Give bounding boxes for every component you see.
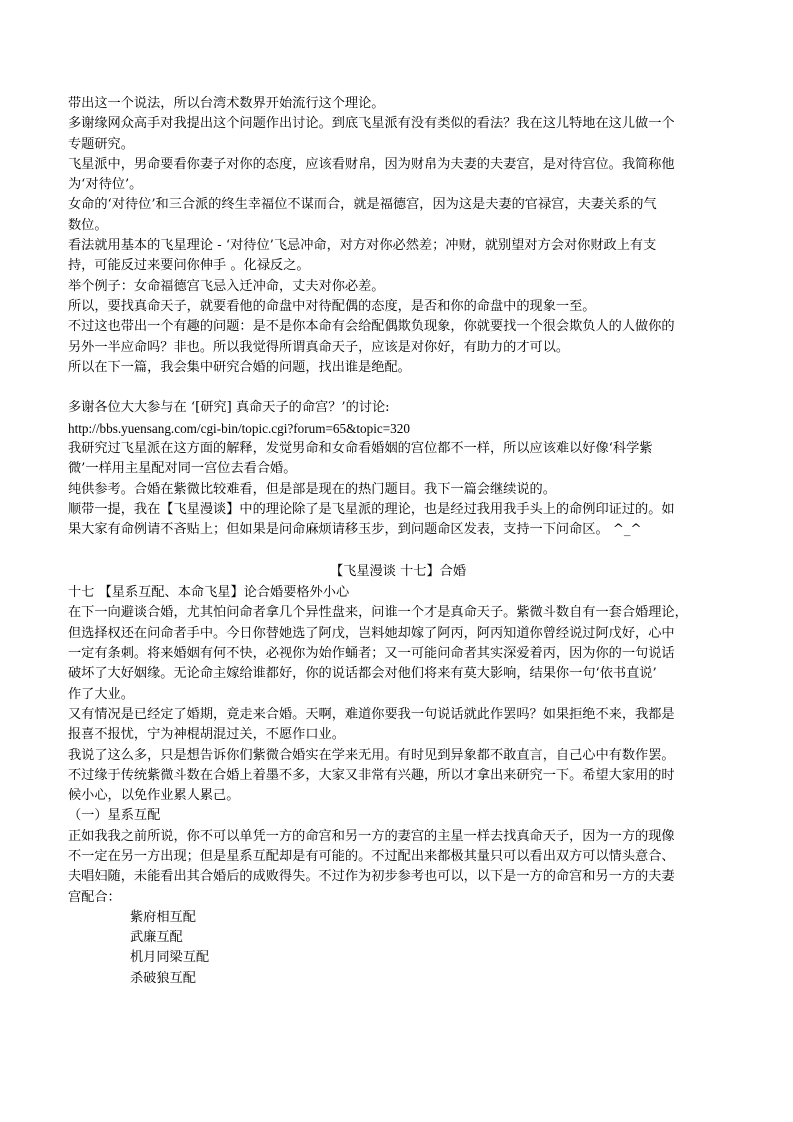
paragraph-line: 作了大业。 xyxy=(68,686,134,702)
forum-link[interactable]: http://bbs.yuensang.com/cgi-bin/topic.cgi?forum=65&topic=320 xyxy=(68,420,410,436)
section-1 xyxy=(68,94,728,378)
paragraph-line: 宫配合： xyxy=(68,889,121,905)
paragraph-line: 又有情况是已经定了婚期，竟走来合婚。天啊，难道你要我一句说话就此作罢吗？如果拒绝不来，我都是 xyxy=(68,706,675,722)
paragraph-line: 不一定在另一方出现；但是星系互配却是有可能的。不过配出来都极其量只可以看出双方可以情头意合、 xyxy=(68,848,675,864)
document-page xyxy=(68,94,728,989)
list-item: 武廉互配 xyxy=(130,930,183,946)
paragraph-line: 纯供参考。合婚在紫微比较难看，但是部是现在的热门题目。我下一篇会继续说的。 xyxy=(68,481,556,497)
blank-line xyxy=(68,378,728,398)
list-item: 紫府相互配 xyxy=(130,909,196,925)
paragraph-line: 我说了这么多，只是想告诉你们紫微合婚实在学来无用。有时见到异象都不敢直言，自己心中有数作罢。 xyxy=(68,747,675,763)
paragraph-line: 另外一半应命吗？非也。所以我觉得所谓真命天子，应该是对你好，有助力的才可以。 xyxy=(68,339,570,355)
paragraph-line: 一定有条刺。将来婚姻有何不快，必视你为始作蛹者；又一可能问命者其实深爱着丙，因为你的一句说话 xyxy=(68,646,675,662)
paragraph-line: 数位。 xyxy=(68,217,108,233)
paragraph-line: 不过缘于传统紫微斗数在合婚上着墨不多，大家又非常有兴趣，所以才拿出来研究一下。希望大家用的时 xyxy=(68,767,675,783)
section-2 xyxy=(68,398,728,540)
paragraph-line: 在下一向避谈合婚，尤其怕问命者拿几个异性盘来，问谁一个才是真命天子。紫微斗数自有一套合婚理论， xyxy=(68,605,688,621)
subheading: 十七 【星系互配、本命飞星】论合婚要格外小心 xyxy=(68,585,350,601)
paragraph-line: 看法就用基本的飞星理论 - ‘对待位’飞忌冲命，对方对你必然差；冲财，就别望对方会对你财政上有支 xyxy=(68,238,657,254)
paragraph-line: 我研究过飞星派在这方面的解释，发觉男命和女命看婚姻的宫位都不一样，所以应该难以好像‘科学紫 xyxy=(68,441,653,457)
paragraph-line: 果大家有命例请不吝贴上；但如果是问命麻烦请移玉步，到问题命区发表，支持一下问命区。 ^_^ xyxy=(68,522,642,538)
paragraph-line: 专题研究。 xyxy=(68,136,134,152)
paragraph-line: 正如我我之前所说，你不可以单凭一方的命宫和另一方的妻宫的主星一样去找真命天子，因为一方的现像 xyxy=(68,828,675,844)
blank-line xyxy=(68,541,728,561)
paragraph-line: 持，可能反过来要问你伸手 。化禄反之。 xyxy=(68,258,310,274)
section-heading: 【飞星漫谈 十七】合婚 xyxy=(329,563,467,579)
paragraph-line: 举个例子：女命福德宫飞忌入迁冲命，丈夫对你必差。 xyxy=(68,278,385,294)
list-item: 杀破狼互配 xyxy=(130,970,196,986)
section-3 xyxy=(68,583,728,908)
paragraph-line: 为‘对待位’。 xyxy=(68,177,143,193)
paragraph-line: 所以，要找真命天子，就要看他的命盘中对待配偶的态度，是否和你的命盘中的现象一至。 xyxy=(68,298,596,314)
paragraph-line: 多谢缘网众高手对我提出这个问题作出讨论。到底飞星派有没有类似的看法？我在这儿特地在这儿做一个 xyxy=(68,116,675,132)
paragraph-line: 报喜不报忧，宁为神棍胡混过关，不愿作口业。 xyxy=(68,727,345,743)
paragraph-line: 破坏了大好姻缘。无论命主嫁给谁都好，你的说话都会对他们将来有莫大影响，结果你一句‘依书直说’ xyxy=(68,666,657,682)
paragraph-line: 夫唱妇随，未能看出其合婚后的成败得失。不过作为初步参考也可以，以下是一方的命宫和另一方的夫妻 xyxy=(68,869,675,885)
paragraph-line: 微’一样用主星配对同一宫位去看合婚。 xyxy=(68,461,297,477)
list-item: 机月同梁互配 xyxy=(130,950,210,966)
paragraph-line: 飞星派中，男命要看你妻子对你的态度，应该看财帛，因为财帛为夫妻的夫妻宫，是对待宫位。我简称他 xyxy=(68,156,675,172)
paragraph-line: 女命的‘对待位’和三合派的终生幸福位不谋而合，就是福德宫，因为这是夫妻的官禄宫，夫妻关系的气 xyxy=(68,197,657,213)
paragraph-line: 顺带一提，我在【飞星漫谈】中的理论除了是飞星派的理论，也是经过我用我手头上的命例印证过的。如 xyxy=(68,501,675,517)
paragraph-line: 不过这也带出一个有趣的问题：是不是你本命有会给配偶欺负现象，你就要找一个很会欺负人的人做你的 xyxy=(68,319,675,335)
paragraph-line: 带出这一个说法，所以台湾术数界开始流行这个理论。 xyxy=(68,96,385,111)
subsection-title: （一）星系互配 xyxy=(68,808,161,824)
discussion-intro: 多谢各位大大参与在 ‘[研究] 真命天子的命宫？’的讨论: xyxy=(68,400,390,416)
paragraph-line: 所以在下一篇，我会集中研究合婚的问题，找出谁是绝配。 xyxy=(68,359,411,375)
pairing-list xyxy=(68,908,728,989)
paragraph-line: 候小心，以免作业累人累己。 xyxy=(68,788,240,804)
paragraph-line: 但选择权还在问命者手中。今日你替她选了阿戊，岂料她却嫁了阿丙，阿丙知道你曾经说过阿戊好，心中 xyxy=(68,625,675,641)
